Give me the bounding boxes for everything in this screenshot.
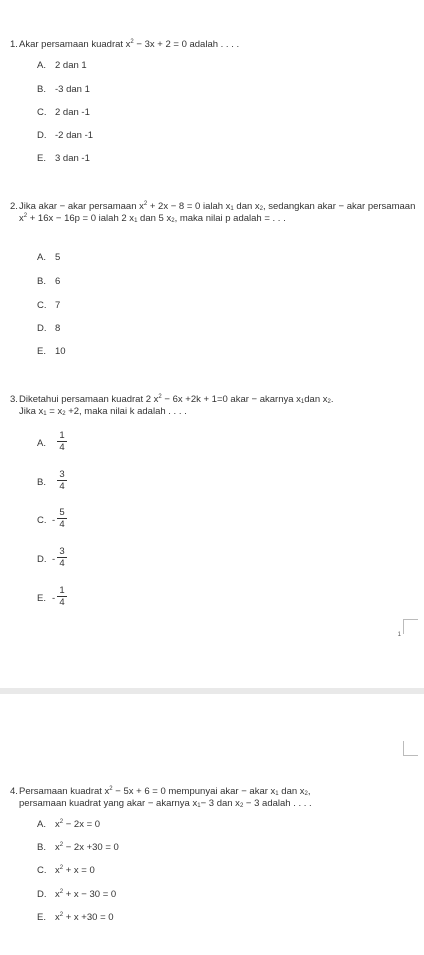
option-label: E. (37, 912, 46, 923)
fraction (57, 507, 67, 530)
option-text: 5 (55, 252, 61, 263)
option-a[interactable] (37, 819, 100, 831)
option-label: A. (37, 60, 46, 71)
option-label: C. (37, 515, 47, 526)
option-label: E. (37, 593, 46, 604)
option-label: D. (37, 130, 47, 141)
option-label: A. (37, 819, 46, 830)
fraction-denominator: 4 (59, 481, 65, 492)
option-text: 6 (55, 276, 61, 287)
question-text: Jika akar − akar persamaan $x^2 + 2x - 8 = 0$ ialah $x_1$ dan $x_2$, sedangkan akar − akar persamaan $x^2 + 16x - 16p = 0$ ialah 2 $x_1$ dan 5 $x_2$, maka nilai p adalah = . . . (19, 201, 416, 224)
option-d[interactable] (37, 889, 116, 901)
option-b[interactable] (37, 276, 60, 288)
option-text: 2 dan -1 (55, 107, 90, 118)
fraction-numerator: 3 (57, 546, 67, 558)
question-4 (10, 786, 418, 810)
option-text: $x^2 + x - 30 = 0$ (55, 889, 117, 900)
question-text: Persamaan kuadrat $x^2 - 5x + 6 = 0$ mempunyai akar − akar $x_1$ dan $x_2$, persamaan kuadrat yang akar − akarnya $x_1- 3$ dan $x_2 - 3$ adalah . . . . (19, 786, 312, 809)
document-page-2 (0, 694, 424, 955)
option-b[interactable] (37, 842, 119, 854)
option-text: 2 dan 1 (55, 60, 87, 71)
option-sign: - (52, 593, 56, 604)
option-label: D. (37, 323, 47, 334)
question-number: 1. (10, 39, 18, 50)
fraction (57, 469, 67, 492)
option-text: $x^2 - 2x = 0$ (55, 819, 101, 830)
option-sign: - (52, 515, 56, 526)
fraction (57, 430, 67, 453)
option-label: A. (37, 252, 46, 263)
fraction-denominator: 4 (59, 519, 65, 530)
option-sign: - (52, 554, 56, 565)
option-text: -3 dan 1 (55, 84, 90, 95)
question-3 (10, 394, 418, 418)
fraction-numerator: 3 (57, 469, 67, 481)
option-label: B. (37, 84, 46, 95)
option-b[interactable] (37, 84, 90, 96)
option-a[interactable] (37, 60, 87, 72)
option-e[interactable] (37, 153, 90, 165)
fraction-denominator: 4 (59, 442, 65, 453)
page-mark: 1 (397, 632, 401, 638)
option-label: C. (37, 107, 47, 118)
option-c[interactable] (37, 107, 90, 119)
option-text: 10 (55, 346, 66, 357)
option-label: E. (37, 153, 46, 164)
option-label: B. (37, 276, 46, 287)
option-label: E. (37, 346, 46, 357)
option-label: D. (37, 554, 47, 565)
option-c[interactable] (37, 300, 60, 312)
option-text: -2 dan -1 (55, 130, 94, 141)
option-label: C. (37, 300, 47, 311)
option-label: B. (37, 477, 46, 488)
option-c[interactable] (37, 865, 95, 877)
option-label: A. (37, 438, 46, 449)
question-text: Diketahui persamaan kuadrat 2 $x^2 - 6x +2k + 1=0$ akar − akarnya $x_1dan$ $x_2$. Jika $x_1 = x_2 +2$, maka nilai k adalah . . . . (19, 394, 334, 417)
fraction (57, 546, 67, 569)
option-e[interactable] (37, 346, 66, 358)
fraction-numerator: 1 (57, 585, 67, 597)
question-2 (10, 201, 418, 225)
question-number: 2. (10, 201, 18, 212)
fraction-numerator: 1 (57, 430, 67, 442)
fraction-denominator: 4 (59, 558, 65, 569)
option-text: 8 (55, 323, 61, 334)
question-1 (10, 39, 418, 51)
option-label: B. (37, 842, 46, 853)
page-corner-mark (403, 619, 418, 634)
option-a[interactable] (37, 252, 60, 264)
fraction (57, 585, 67, 608)
option-label: C. (37, 865, 47, 876)
option-text: 7 (55, 300, 61, 311)
fraction-denominator: 4 (59, 597, 65, 608)
option-text: $x^2 + x +30 = 0$ (55, 912, 114, 923)
option-text: $x^2 + x = 0$ (55, 865, 95, 876)
fraction-numerator: 5 (57, 507, 67, 519)
option-d[interactable] (37, 323, 60, 335)
option-d[interactable] (37, 130, 93, 142)
question-number: 3. (10, 394, 18, 405)
page-corner-mark (403, 741, 418, 756)
option-text: 3 dan -1 (55, 153, 90, 164)
question-text: Akar persamaan kuadrat $x^2 - 3x + 2 = 0$ adalah . . . . (19, 39, 240, 50)
option-label: D. (37, 889, 47, 900)
option-text: $x^2 - 2x +30 = 0$ (55, 842, 119, 853)
question-number: 4. (10, 786, 18, 797)
option-e[interactable] (37, 912, 114, 924)
